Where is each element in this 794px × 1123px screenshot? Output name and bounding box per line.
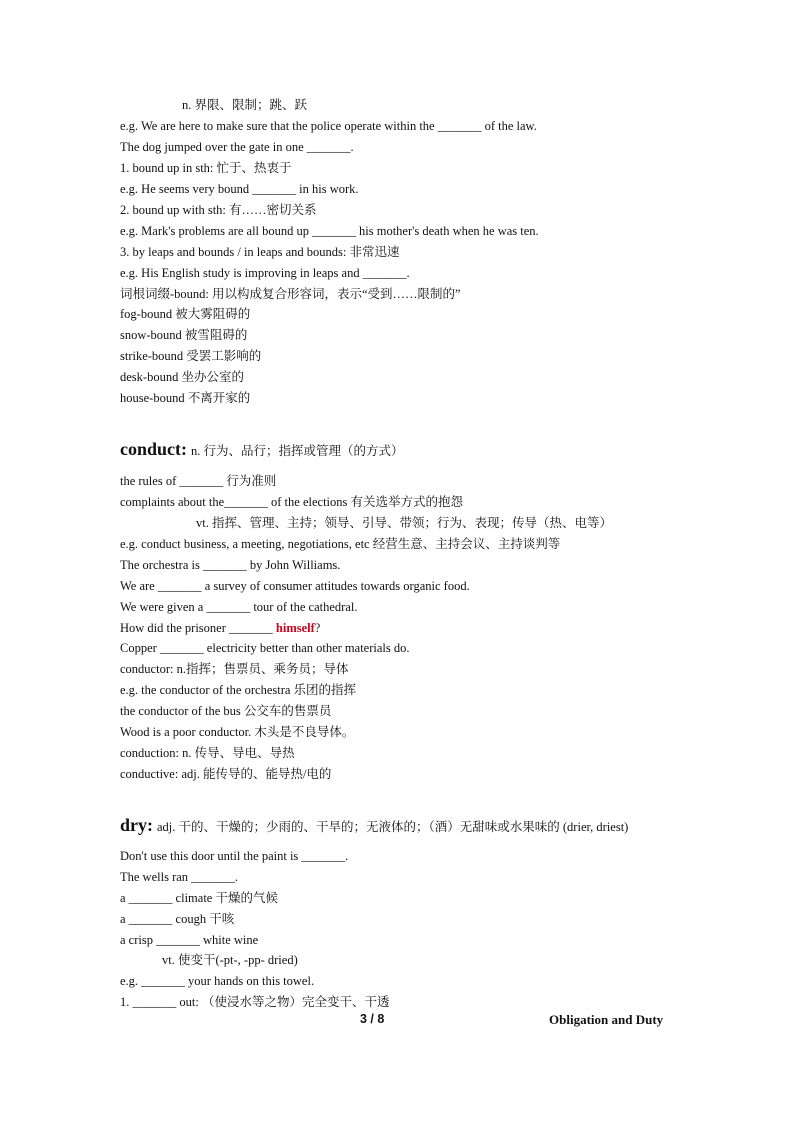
highlight-himself: himself	[275, 621, 315, 635]
dry-adj-definition: adj. 干的、干燥的；少雨的、干旱的；无液体的；（酒）无甜味或水果味的 (drier, driest)	[157, 820, 629, 834]
compound-strike-bound: strike-bound 受罢工影响的	[120, 349, 262, 363]
dry-verb-definition: vt. 使变干(-pt-, -pp- dried)	[162, 953, 298, 967]
conduct-line-6: We were given a _______ tour of the cathedral.	[120, 600, 358, 614]
conduct-line-5: We are _______ a survey of consumer attitudes towards organic food.	[120, 579, 470, 593]
compound-desk-bound: desk-bound 坐办公室的	[120, 370, 244, 384]
conduct-line-10: e.g. the conductor of the orchestra 乐团的指挥	[120, 683, 357, 697]
page-number: 3 / 8	[360, 1012, 385, 1026]
dry-headword: dry:	[120, 815, 153, 835]
conduct-line-7-text: How did the prisoner _______	[120, 621, 276, 635]
conduct-line-11: the conductor of the bus 公交车的售票员	[120, 704, 332, 718]
bound-example-1: e.g. We are here to make sure that the police operate within the _______ of the law.	[120, 119, 537, 133]
dry-heading	[120, 815, 628, 836]
conduct-heading	[120, 439, 404, 460]
bound-phrase-2: 2. bound up with sth: 有……密切关系	[120, 203, 317, 217]
conduct-line-1: the rules of _______ 行为准则	[120, 474, 277, 488]
conduct-line-12: Wood is a poor conductor. 木头是不良导体。	[120, 725, 355, 739]
bound-example-2: The dog jumped over the gate in one _______.	[120, 140, 354, 154]
dry-line-3: a _______ climate 干燥的气候	[120, 891, 278, 905]
conduct-verb-definition: vt. 指挥、管理、主持；领导、引导、带领；行为、表现；传导（热、电等）	[196, 516, 612, 530]
bound-phrase-1: 1. bound up in sth: 忙于、热衷于	[120, 161, 292, 175]
dry-line-2: The wells ran _______.	[120, 870, 239, 884]
conduct-line-13: conduction: n. 传导、导电、导热	[120, 746, 295, 760]
bound-noun-definition: n. 界限、限制；跳、跃	[182, 98, 308, 112]
dry-line-6: e.g. _______ your hands on this towel.	[120, 974, 315, 988]
dry-line-7: 1. _______ out: （使浸水等之物）完全变干、干透	[120, 995, 390, 1009]
conduct-line-3: e.g. conduct business, a meeting, negotiations, etc 经营生意、主持会议、主持谈判等	[120, 537, 561, 551]
compound-house-bound: house-bound 不离开家的	[120, 391, 251, 405]
conduct-noun-definition: n. 行为、品行；指挥或管理（的方式）	[191, 444, 404, 458]
bound-root-note: 词根词缀-bound: 用以构成复合形容词，表示“受到……限制的”	[120, 287, 461, 301]
bound-phrase-1-example: e.g. He seems very bound _______ in his work.	[120, 182, 359, 196]
conduct-headword: conduct:	[120, 439, 187, 459]
conduct-line-8: Copper _______ electricity better than other materials do.	[120, 641, 410, 655]
footer-title: Obligation and Duty	[549, 1012, 664, 1027]
dry-line-4: a _______ cough 干咳	[120, 912, 235, 926]
dry-line-5: a crisp _______ white wine	[120, 933, 259, 947]
conduct-line-4: The orchestra is _______ by John Williams.	[120, 558, 341, 572]
bound-phrase-3: 3. by leaps and bounds / in leaps and bounds: 非常迅速	[120, 245, 400, 259]
conduct-line-14: conductive: adj. 能传导的、能导热/电的	[120, 767, 332, 781]
conduct-line-7	[120, 620, 320, 636]
dry-line-1: Don't use this door until the paint is _______.	[120, 849, 349, 863]
bound-phrase-3-example: e.g. His English study is improving in leaps and _______.	[120, 266, 410, 280]
bound-phrase-2-example: e.g. Mark's problems are all bound up _______ his mother's death when he was ten.	[120, 224, 539, 238]
conduct-line-2: complaints about the_______ of the elections 有关选举方式的抱怨	[120, 495, 464, 509]
compound-fog-bound: fog-bound 被大雾阻碍的	[120, 307, 251, 321]
conduct-line-7-end: ?	[314, 621, 321, 635]
conduct-line-9: conductor: n.指挥；售票员、乘务员；导体	[120, 662, 349, 676]
compound-snow-bound: snow-bound 被雪阻碍的	[120, 328, 248, 342]
